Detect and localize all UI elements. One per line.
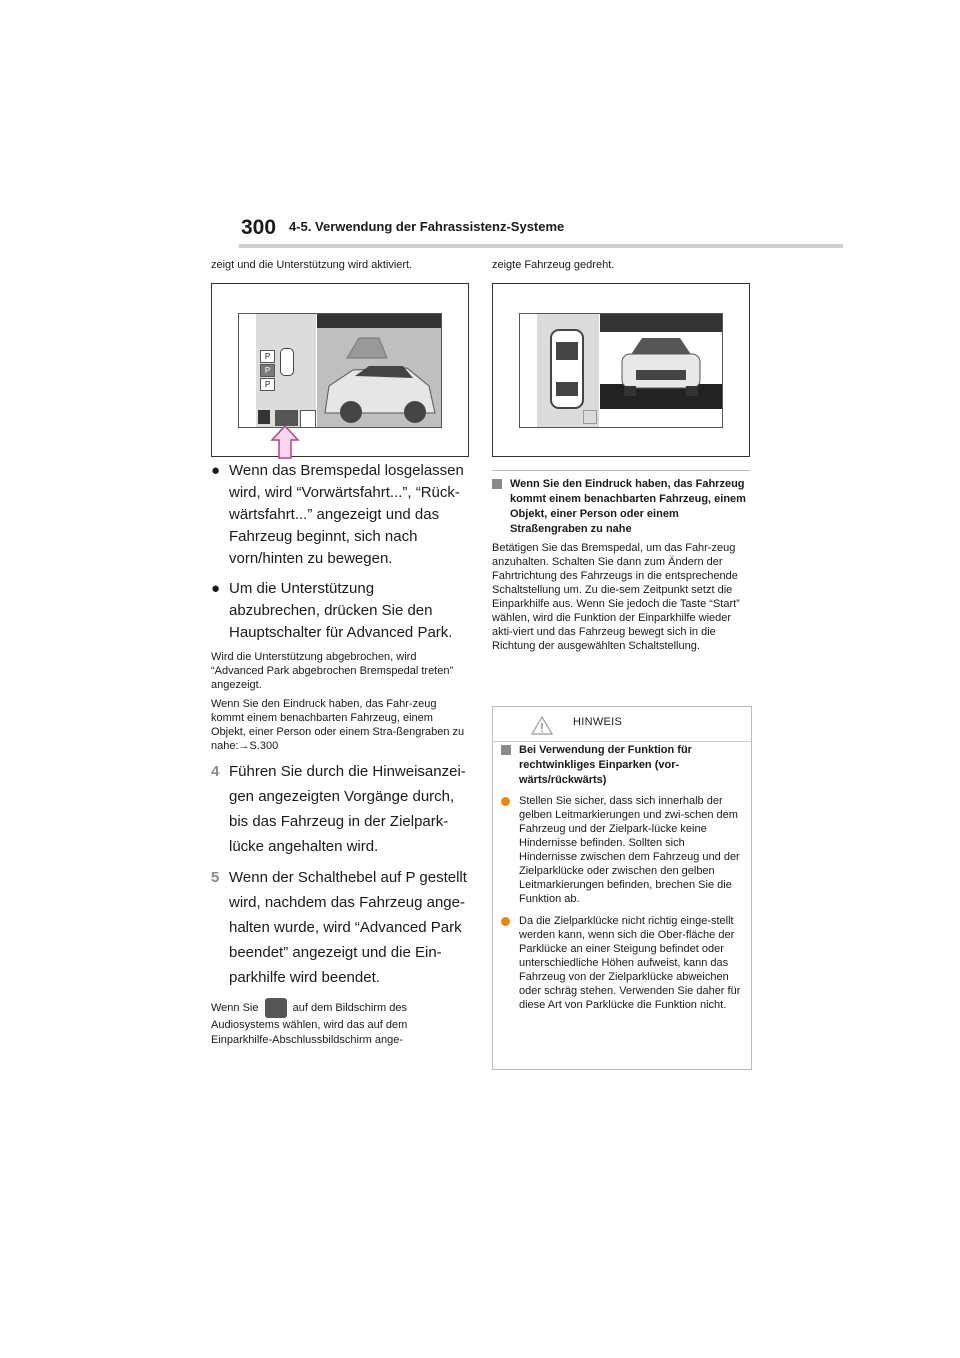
closing-text-b: auf dem Bildschirm des Audiosystems wählen, wird das auf dem Einparkhilfe-Abschlussbildschirm ange- bbox=[211, 1001, 408, 1046]
car-side-illustration bbox=[317, 328, 441, 427]
bullet-item bbox=[211, 578, 469, 644]
bullet-text: Wenn das Bremspedal losgelassen wird, wird “Vorwärtsfahrt...”, “Rück-wärtsfahrt...” angezeigt und das Fahrzeug beginnt, sich nach vorn/hinten zu bewegen. bbox=[229, 462, 464, 567]
front-camera-view bbox=[600, 314, 722, 427]
arrow-up-icon bbox=[270, 424, 300, 460]
extra-button bbox=[300, 410, 316, 428]
right-body bbox=[492, 470, 750, 653]
car-top-view bbox=[280, 348, 294, 376]
p-slot-3: P bbox=[260, 378, 275, 391]
notice-item bbox=[501, 794, 741, 906]
chapter-title: 4-5. Verwendung der Fahrassistenz-Systeme bbox=[289, 219, 565, 234]
header-rule bbox=[239, 244, 843, 248]
right-body-text: Betätigen Sie das Bremspedal, um das Fahr-zeug anzuhalten. Schalten Sie dann zum Ändern der Fahrtrichtung des Fahrzeugs in die entsprechende Schaltstellung um. Zu die-sem Zeitpunkt setzt die Einparkhilfe aus. Wenn Sie jedoch die Taste “Start” wählen, wird die Funktion der Einparkhilfe wieder akti-viert und das Fahrzeug bewegt sich in die Richtung der ausgewählten Schaltstellung. bbox=[492, 542, 740, 652]
step-number: 5 bbox=[211, 869, 220, 886]
p-slot-2: P bbox=[260, 364, 275, 377]
step-text: Führen Sie durch die Hinweisanzei-gen angezeigten Vorgänge durch, bis das Fahrzeug in der Zielpark-lücke angehalten wird. bbox=[229, 763, 466, 855]
bullet-icon: ● bbox=[211, 580, 221, 597]
page-number: 300 bbox=[241, 216, 277, 239]
section-heading bbox=[492, 477, 750, 537]
rotate-car-icon bbox=[265, 998, 287, 1018]
p-slot-1: P bbox=[260, 350, 275, 363]
closing-text-a: Wenn Sie bbox=[211, 1001, 259, 1014]
notice-header bbox=[493, 707, 751, 742]
bullet-text: Um die Unterstützung abzubrechen, drücken Sie den Hauptschalter für Advanced Park. bbox=[229, 580, 453, 641]
bullet-icon: ● bbox=[211, 462, 221, 479]
step-number: 4 bbox=[211, 763, 220, 780]
notice-item-text: Da die Zielparklücke nicht richtig einge-stellt werden kann, wenn sich die Ober-fläche der Parklücke an einer Steigung befindet oder unterschiedliche Höhen aufweist, kann das Fahrzeug von der Zielparklücke abweichen oder schräg stehen. Verwenden Sie daher für diese Art von Parklücke die Funktion nicht. bbox=[519, 915, 741, 1011]
heading-square-icon bbox=[492, 479, 502, 489]
section-heading-text: Wenn Sie den Eindruck haben, das Fahrzeug kommt einem benachbarten Fahrzeug, einem Objekt, einer Person oder einem Straßengraben zu nahe bbox=[510, 478, 746, 535]
left-panel bbox=[256, 314, 316, 427]
note-too-close: Wenn Sie den Eindruck haben, das Fahr-zeug kommt einem benachbarten Fahrzeug, einem Objekt, einer Person oder einem Stra-ßengraben zu nahe:→S.300 bbox=[211, 698, 465, 752]
notice-heading bbox=[501, 743, 741, 788]
bullet-item bbox=[211, 460, 469, 570]
car-front-illustration bbox=[616, 332, 706, 396]
figure-parking-screen-1 bbox=[211, 283, 469, 457]
orange-bullet-icon bbox=[501, 917, 510, 926]
screen-1 bbox=[238, 313, 442, 428]
car-top-illustration bbox=[547, 326, 587, 416]
notice-box bbox=[492, 706, 752, 1070]
step-item bbox=[211, 759, 469, 859]
warning-icon bbox=[531, 715, 553, 735]
right-intro: zeigte Fahrzeug gedreht. bbox=[492, 259, 615, 271]
notice-content bbox=[501, 743, 741, 1012]
figure-parking-screen-2 bbox=[492, 283, 750, 457]
sensor-icon bbox=[583, 410, 597, 424]
camera-sky bbox=[600, 314, 722, 332]
step-item bbox=[211, 865, 469, 990]
left-intro: zeigt und die Unterstützung wird aktiviert. bbox=[211, 259, 413, 271]
note-cancel: Wird die Unterstützung abgebrochen, wird “Advanced Park abgebrochen Bremspedal treten” angezeigt. bbox=[211, 651, 454, 691]
steering-icon bbox=[258, 410, 270, 424]
closing-note bbox=[211, 998, 469, 1048]
screen-2 bbox=[519, 313, 723, 428]
notice-heading-text: Bei Verwendung der Funktion für rechtwinkliges Einparken (vor-wärts/rückwärts) bbox=[519, 744, 692, 786]
notice-item-text: Stellen Sie sicher, dass sich innerhalb der gelben Leitmarkierungen und zwi-schen dem Fahrzeug und der Zielpark-lücke keine Hindernisse befinden. Sollten sich Hindernisse zwischen dem Fahrzeug und der Zielparklücke oder zwischen den gelben Leitmarkierungen befinden, brechen Sie die Funktion ab. bbox=[519, 795, 740, 905]
step-text: Wenn der Schalthebel auf P gestellt wird, nachdem das Fahrzeug ange-halten wurde, wird “Advanced Park beendet” angezeigt und die Ein-parkhilfe wird beendet. bbox=[229, 869, 467, 986]
camera-sky bbox=[317, 314, 441, 328]
top-view-panel bbox=[537, 314, 599, 427]
left-body bbox=[211, 460, 469, 1048]
notice-title: HINWEIS bbox=[573, 716, 623, 728]
camera-view bbox=[317, 314, 441, 427]
heading-square-icon bbox=[501, 745, 511, 755]
notice-item bbox=[501, 914, 741, 1012]
orange-bullet-icon bbox=[501, 797, 510, 806]
